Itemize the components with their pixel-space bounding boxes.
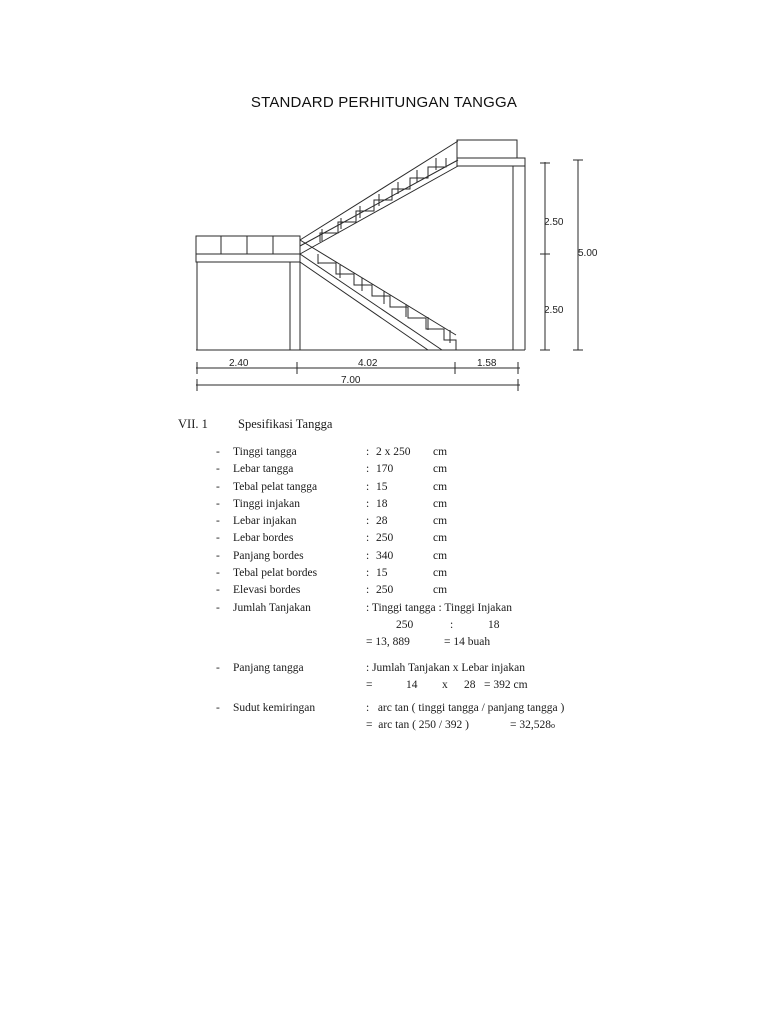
dim-label-right: 1.58 <box>477 358 497 369</box>
spec-row-jumlah-tanjakan <box>178 600 618 617</box>
formula-term: = 32,528 <box>510 719 551 732</box>
formula-term: = <box>366 678 373 691</box>
colon: : <box>366 549 370 562</box>
spec-section <box>178 416 618 735</box>
formula-term: 28 <box>464 678 476 691</box>
formula-term: : <box>450 618 454 631</box>
spec-value: 250 <box>376 532 394 545</box>
colon: : <box>366 532 370 545</box>
spec-unit: cm <box>433 532 448 545</box>
formula-line <box>178 677 618 694</box>
spec-row <box>178 444 618 461</box>
upper-flight-railing <box>300 141 458 240</box>
list-dash: - <box>216 549 220 562</box>
spec-unit: cm <box>433 567 448 580</box>
landing-railing-top <box>457 140 517 158</box>
spec-label: Tinggi injakan <box>233 497 300 510</box>
landing-slab-left <box>196 254 300 262</box>
dim-label-total-height: 5.00 <box>578 248 598 259</box>
colon: : <box>366 584 370 597</box>
list-dash: - <box>216 661 220 674</box>
spec-label: Sudut kemiringan <box>233 702 316 715</box>
colon: : <box>366 463 370 476</box>
spec-value: 28 <box>376 515 388 528</box>
spec-row <box>178 461 618 478</box>
formula-line <box>178 717 618 734</box>
formula-line <box>178 634 618 651</box>
spec-row <box>178 548 618 565</box>
spec-value: 15 <box>376 567 388 580</box>
section-number: VII. 1 <box>178 417 208 431</box>
list-dash: - <box>216 702 220 715</box>
spec-label: Lebar injakan <box>233 515 297 528</box>
list-dash: - <box>216 463 220 476</box>
spec-value: 170 <box>376 463 394 476</box>
spec-unit: cm <box>433 584 448 597</box>
list-dash: - <box>216 480 220 493</box>
spec-row <box>178 513 618 530</box>
landing-railing-left <box>196 236 300 254</box>
spec-unit: cm <box>433 549 448 562</box>
spec-value: 15 <box>376 480 388 493</box>
formula: : Jumlah Tanjakan x Lebar injakan <box>366 661 525 674</box>
list-dash: - <box>216 601 220 614</box>
spec-unit: cm <box>433 497 448 510</box>
colon: : <box>366 567 370 580</box>
spec-value: 340 <box>376 549 394 562</box>
list-dash: - <box>216 515 220 528</box>
dim-label-upper-height: 2.50 <box>544 217 564 228</box>
spec-unit: cm <box>433 515 448 528</box>
formula-term: = arc tan ( 250 / 392 ) <box>366 719 469 732</box>
formula: : Tinggi tangga : Tinggi Injakan <box>366 601 513 614</box>
spec-row-panjang-tangga <box>178 660 618 677</box>
colon: : <box>366 480 370 493</box>
dim-label-left: 2.40 <box>229 358 249 369</box>
formula-term: 14 <box>406 678 418 691</box>
degree-symbol: o <box>551 721 555 731</box>
list-dash: - <box>216 584 220 597</box>
spec-unit: cm <box>433 463 448 476</box>
formula: : arc tan ( tinggi tangga / panjang tangga ) <box>366 702 565 715</box>
lower-flight-steps <box>318 254 456 350</box>
spec-unit: cm <box>433 480 448 493</box>
dim-label-total: 7.00 <box>341 375 361 386</box>
spec-row <box>178 582 618 599</box>
spec-value: 2 x 250 <box>376 446 411 458</box>
spec-label: Elevasi bordes <box>233 584 301 597</box>
formula-term: = 13, 889 <box>366 636 410 649</box>
stair-section-drawing <box>0 0 768 400</box>
spec-label: Panjang bordes <box>233 549 304 562</box>
dim-label-lower-height: 2.50 <box>544 305 564 316</box>
colon: : <box>366 497 370 510</box>
spec-label: Lebar bordes <box>233 532 294 545</box>
formula-term: 18 <box>488 618 500 631</box>
formula-term: 250 <box>396 618 414 631</box>
spec-row <box>178 496 618 513</box>
spec-label: Jumlah Tanjakan <box>233 601 311 614</box>
list-dash: - <box>216 497 220 510</box>
section-title: Spesifikasi Tangga <box>238 417 333 431</box>
spec-label: Tebal pelat bordes <box>233 567 318 580</box>
spec-value: 18 <box>376 497 388 510</box>
colon: : <box>366 515 370 528</box>
formula-term: = 14 buah <box>444 636 491 649</box>
page-title: STANDARD PERHITUNGAN TANGGA <box>250 94 518 111</box>
spec-label: Panjang tangga <box>233 661 304 674</box>
spec-unit: cm <box>433 446 448 458</box>
upper-flight-steps <box>320 158 446 242</box>
dim-label-middle: 4.02 <box>358 358 378 369</box>
formula-line <box>178 617 618 634</box>
list-dash: - <box>216 567 220 580</box>
spec-heading <box>178 416 618 433</box>
spec-label: Tebal pelat tangga <box>233 480 318 493</box>
landing-slab-top <box>457 158 525 166</box>
formula-term: x <box>442 678 448 691</box>
spec-row <box>178 565 618 582</box>
list-dash: - <box>216 532 220 545</box>
spec-row-sudut-kemiringan <box>178 700 618 717</box>
formula-term: = 392 cm <box>484 678 528 691</box>
colon: : <box>366 446 370 458</box>
list-dash: - <box>216 446 220 458</box>
lower-flight-railing <box>300 240 456 335</box>
spec-label: Tinggi tangga <box>233 446 297 458</box>
spec-row <box>178 479 618 496</box>
spec-value: 250 <box>376 584 394 597</box>
spec-row <box>178 530 618 547</box>
spec-label: Lebar tangga <box>233 463 294 476</box>
